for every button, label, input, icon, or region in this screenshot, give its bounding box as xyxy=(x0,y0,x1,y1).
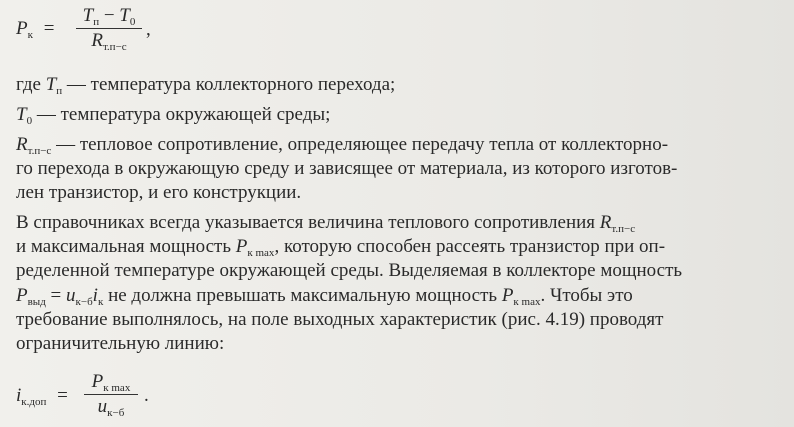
formula1-lhs-var: P xyxy=(16,18,28,39)
formula2-fraction-bar xyxy=(84,394,138,395)
formula2-denominator: $u_{к-б}$ xyxy=(97,396,125,419)
formula1-fraction-bar xyxy=(76,28,142,29)
formula1-fraction xyxy=(76,5,142,52)
definition-tp: где $T_п$ — температура коллекторного перехода; xyxy=(16,74,396,97)
document-page: $P_к$ = $T_п - T_0$ $R_{т.п-с}$ , где $T_п$ — температура коллекторного перехода; $T_0$ — температура окружающей среды; $R_{т.п-с}$ — тепловое сопротивление, определяющее передачу тепла от коллекторно- го перехода в окружающую среду и зависящее от материала, из которого изготов- лен транзистор, и его конструкции. В справочниках всегда указывается величина теплового сопротивления $R_{т.п-с}$ и максимальная мощность $P_{к max}$, которую способен рассеять транзистор при оп- ределенной температуре окружающей среды. Выделяемая в коллекторе мощность $P_{выд} = u_{к-б}i_к$ не должна превышать максимальную мощность $P_{к max}$. Чтобы это требование выполнялось, на поле выходных характеристик (рис. 4.19) проводят ограничительную линию: $i_{к.доп}$ = $P_{к max}$ $u_{к-б}$ . xyxy=(16,5,683,419)
formula2-numerator: $P_{к max}$ xyxy=(91,371,131,394)
formula1-numerator: $T_п - T_0$ xyxy=(82,5,136,28)
formula1-trail: , xyxy=(146,19,151,40)
formula1-eq: = xyxy=(43,18,55,39)
formula2-trail: . xyxy=(144,385,149,406)
formula1-lhs-sub: к xyxy=(27,29,33,41)
definition-t0: $T_0$ — температура окружающей среды; xyxy=(16,104,331,127)
formula1-denominator: $R_{т.п-с}$ xyxy=(91,30,127,53)
formula2-fraction xyxy=(84,371,138,418)
